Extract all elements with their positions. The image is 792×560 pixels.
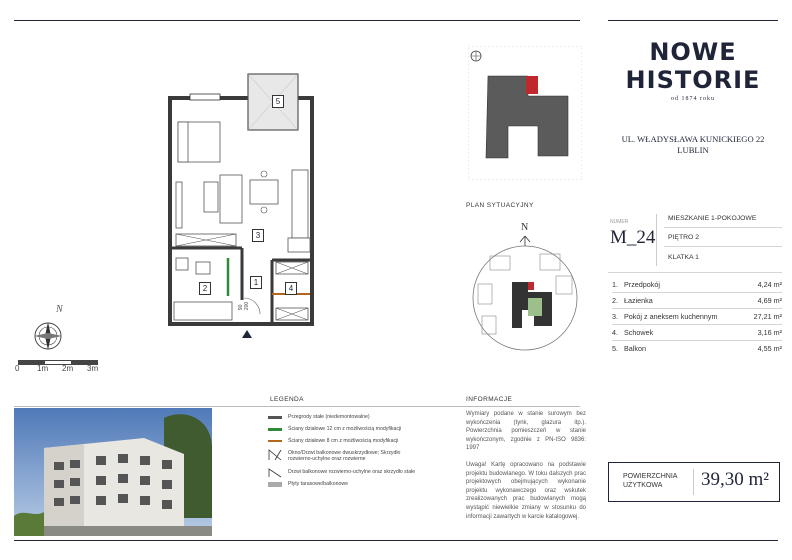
room-area: 4,55 m² bbox=[757, 344, 782, 353]
unit-rule-2 bbox=[664, 246, 782, 247]
room-no: 5. bbox=[612, 344, 618, 353]
information-title: INFORMACJE bbox=[466, 396, 513, 403]
room-name: Łazienka bbox=[624, 296, 653, 305]
legend-text: Drzwi balkonowe rozwierno-uchylne oraz skrzydło stałe bbox=[288, 469, 416, 475]
legend-rule bbox=[14, 406, 580, 407]
balcony-door-icon bbox=[268, 468, 282, 478]
building-rendering bbox=[14, 408, 212, 536]
room-no: 2. bbox=[612, 296, 618, 305]
unit-rule-3 bbox=[608, 272, 782, 273]
brand-logo bbox=[608, 38, 778, 102]
unit-divider bbox=[656, 214, 657, 266]
room-area: 4,69 m² bbox=[757, 296, 782, 305]
room-row bbox=[612, 308, 782, 325]
legend-item-windows bbox=[268, 449, 418, 467]
room-name: Przedpokój bbox=[624, 280, 660, 289]
site-plan-title: PLAN SYTUACYJNY bbox=[466, 202, 534, 209]
legend-title: LEGENDA bbox=[270, 396, 304, 403]
site-plan-north-label: N bbox=[521, 222, 529, 233]
address-city: LUBLIN bbox=[677, 145, 709, 155]
room-name: Pokój z aneksem kuchennym bbox=[624, 312, 718, 321]
information-paragraph-2: Uwaga! Kartę opracowano na podstawie projektu budowlanego. W toku dalszych prac projektowych obejmujących wykonanie projektu wykonawczego oraz wskutek zrealizowanych prac budowlanych mogą wystąpić niewielkie zmiany w stosunku do informacji zawartych w karcie katalogowej. bbox=[466, 461, 586, 520]
scale-label-0: 0 bbox=[15, 364, 20, 373]
brand-tagline: od 1874 roku bbox=[671, 96, 715, 102]
room-no: 1. bbox=[612, 280, 618, 289]
legend-text: Przegrody stałe (niedemontowalne) bbox=[288, 414, 370, 420]
brand-line1: NOWE bbox=[649, 38, 737, 66]
information-paragraph-1: Wymiary podane w stanie surowym bez wykończenia (tynk, glazura itp.). Powierzchnia pomieszczeń w stanie wykończonym, zgodnie z PN-ISO 9836: 1997 bbox=[466, 411, 586, 452]
plan-label-1: 1 bbox=[250, 276, 262, 289]
scale-label-3m: 3m bbox=[87, 364, 99, 373]
door-dimension: 90 200 bbox=[238, 301, 251, 311]
unit-floor: PIĘTRO 2 bbox=[668, 234, 699, 241]
legend-text: Okno/Drzwi balkonowe dwuskrzydłowe; Skrzydło rozwierno-uchylne oraz rozwierne bbox=[288, 450, 401, 462]
room-no: 4. bbox=[612, 328, 618, 337]
legend-swatch bbox=[268, 440, 282, 442]
plan-label-4: 4 bbox=[285, 282, 297, 295]
scale-label-1m: 1m bbox=[37, 364, 49, 373]
address-street: UL. WŁADYSŁAWA KUNICKIEGO 22 bbox=[621, 134, 765, 144]
bottom-rule bbox=[14, 540, 778, 541]
room-row bbox=[612, 324, 782, 341]
entrance-arrow-icon bbox=[242, 330, 252, 338]
legend-text: Płyty tarasowe/balkonowe bbox=[288, 481, 348, 487]
total-area-value: 39,30 m² bbox=[701, 469, 769, 490]
floor-plan bbox=[160, 70, 320, 340]
room-area: 27,21 m² bbox=[753, 312, 782, 321]
room-area: 3,16 m² bbox=[757, 328, 782, 337]
plan-label-2: 2 bbox=[199, 282, 211, 295]
room-name: Schowek bbox=[624, 328, 654, 337]
top-rule bbox=[14, 20, 580, 21]
total-area-label-2: UŻYTKOWA bbox=[623, 482, 663, 489]
scale-label-2m: 2m bbox=[62, 364, 74, 373]
building-location-plan bbox=[468, 46, 582, 180]
room-no: 3. bbox=[612, 312, 618, 321]
plan-label-3: 3 bbox=[252, 229, 264, 242]
information-text bbox=[466, 410, 586, 521]
compass-north-label: N bbox=[56, 304, 63, 315]
unit-number: M_24 bbox=[610, 227, 656, 248]
brand-line2: HISTORIE bbox=[625, 66, 761, 94]
top-rule-right bbox=[608, 20, 778, 21]
total-area-box bbox=[608, 462, 780, 502]
total-area-label-1: POWIERZCHNIA bbox=[623, 473, 678, 480]
room-row bbox=[612, 340, 782, 356]
unit-number-label: NUMER bbox=[610, 219, 629, 225]
unit-staircase: KLATKA 1 bbox=[668, 254, 699, 261]
total-area-divider bbox=[693, 469, 694, 495]
legend-swatch bbox=[268, 416, 282, 419]
unit-type: MIESZKANIE 1-POKOJOWE bbox=[668, 215, 757, 222]
legend-text: Ściany działowe 12 cm z możliwością modyfikacji bbox=[288, 426, 402, 432]
room-row bbox=[612, 292, 782, 309]
site-plan-map bbox=[468, 236, 582, 366]
legend-swatch bbox=[268, 482, 282, 487]
unit-rule-1 bbox=[664, 227, 782, 228]
room-area: 4,24 m² bbox=[757, 280, 782, 289]
scale-bar bbox=[18, 360, 98, 365]
room-row bbox=[612, 276, 782, 293]
room-name: Balkon bbox=[624, 344, 646, 353]
legend-text: Ściany działowe 8 cm z możliwością modyfikacji bbox=[288, 438, 399, 444]
legend-swatch bbox=[268, 428, 282, 431]
window-icon bbox=[268, 449, 282, 461]
compass-icon bbox=[32, 320, 64, 352]
plan-label-5: 5 bbox=[272, 95, 284, 108]
